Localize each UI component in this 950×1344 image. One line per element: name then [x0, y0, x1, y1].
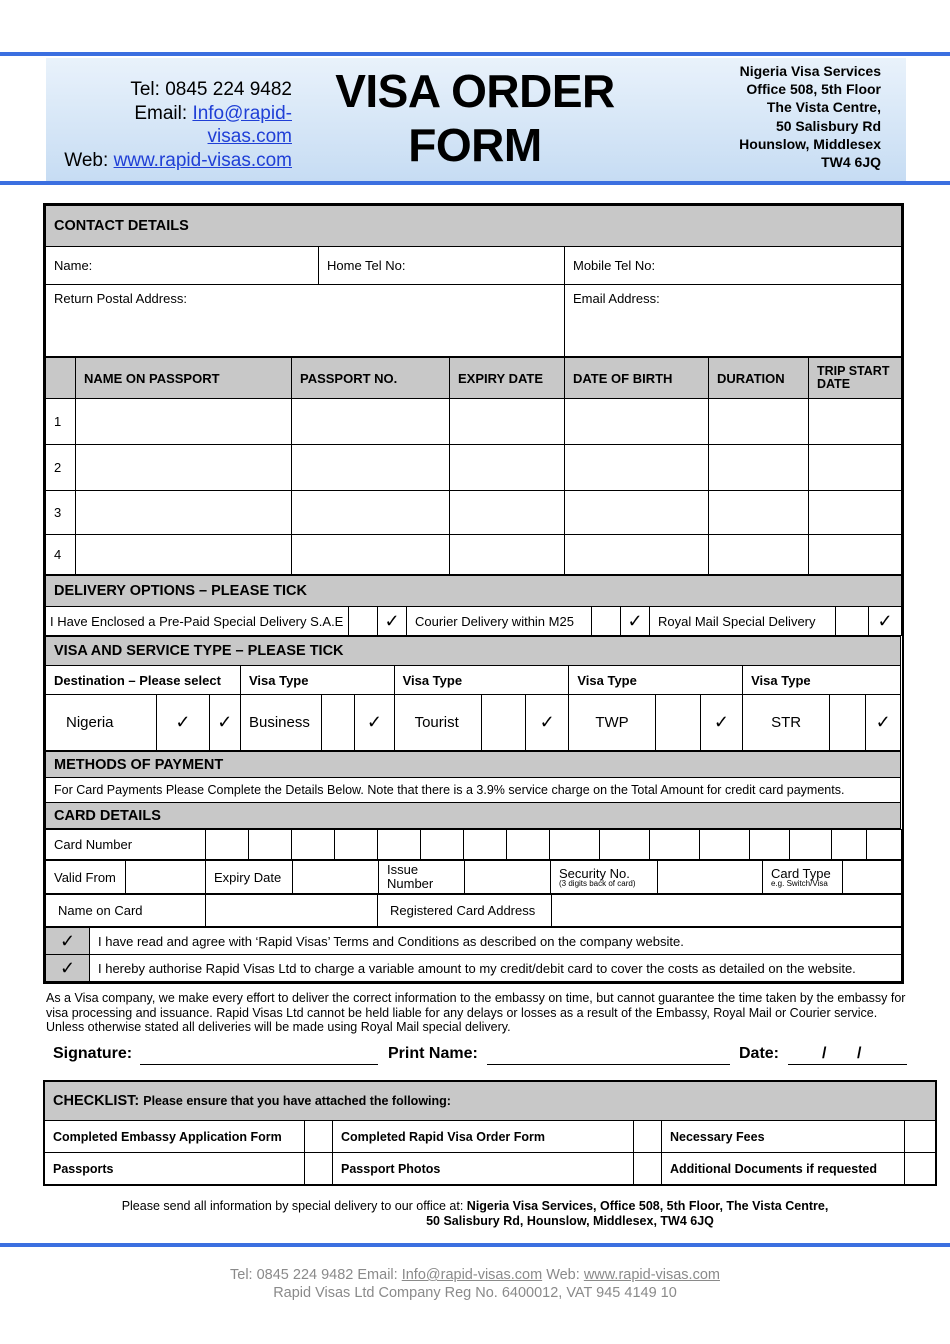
- agreement-row: [46, 928, 902, 955]
- checklist-item-label: Passport Photos: [333, 1153, 634, 1185]
- footer-rule: [0, 1243, 950, 1247]
- date-separator: /: [857, 1045, 862, 1062]
- visa-type-label: Tourist: [394, 695, 482, 751]
- name-field[interactable]: [46, 247, 319, 285]
- visa-type-checkbox[interactable]: [830, 695, 866, 751]
- issue-number-field[interactable]: [465, 861, 551, 894]
- checklist-item-label: Completed Embassy Application Form: [45, 1121, 305, 1153]
- agreement-row: [46, 955, 902, 982]
- date-label: Date:: [739, 1045, 780, 1062]
- date-separator: /: [822, 1045, 827, 1062]
- row-number: 2: [46, 445, 76, 491]
- card-digit-box[interactable]: [421, 830, 464, 860]
- disclaimer: As a Visa company, we make every effort to deliver the correct information to the embassy on time, but cannot guarantee the time taken by the embassy for visa processing and issuance. Rapid Visas Ltd cannot be held liable for any delays or losses as a result of the Embassy, Royal Mail or Courier service. Unless otherwise stated all deliveries will be made using Royal Mail special delivery.: [46, 991, 906, 1035]
- print-name-label: Print Name:: [388, 1045, 478, 1062]
- passport-header: DATE OF BIRTH: [565, 358, 709, 399]
- passport-header: PASSPORT NO.: [292, 358, 450, 399]
- page-title: [330, 64, 620, 172]
- table-cell[interactable]: [76, 535, 292, 575]
- card-digit-box[interactable]: [464, 830, 507, 860]
- header-tel: Tel: 0845 224 9482: [130, 79, 292, 100]
- table-cell[interactable]: [76, 399, 292, 445]
- destination-value: Nigeria: [46, 695, 157, 751]
- payment-note: For Card Payments Please Complete the Details Below. Note that there is a 3.9% service charge on the Total Amount for credit card payments.: [46, 778, 901, 803]
- passport-header: DURATION: [709, 358, 809, 399]
- card-digit-box[interactable]: [550, 830, 600, 860]
- check-icon[interactable]: ✓: [525, 695, 568, 751]
- visa-type-header: Visa Type: [240, 666, 394, 695]
- title-line-2: FORM: [408, 119, 542, 171]
- table-cell[interactable]: [292, 491, 450, 535]
- delivery-option-label: Courier Delivery within M25: [407, 607, 592, 636]
- table-row: [46, 491, 902, 535]
- checklist-item-label: Passports: [45, 1153, 305, 1185]
- postal-address-field[interactable]: [46, 285, 565, 357]
- check-icon[interactable]: ✓: [209, 695, 240, 751]
- table-cell[interactable]: [565, 445, 709, 491]
- office-line: Nigeria Visa Services: [739, 63, 881, 79]
- header-web-link[interactable]: www.rapid-visas.com: [113, 149, 292, 171]
- card-digit-box[interactable]: [832, 830, 867, 860]
- office-line: Hounslow, Middlesex: [739, 135, 881, 152]
- passport-header: EXPIRY DATE: [450, 358, 565, 399]
- email-address-field[interactable]: [565, 285, 902, 357]
- check-icon[interactable]: ✓: [866, 695, 901, 751]
- payment-table: [45, 751, 901, 829]
- name-label: Name:: [54, 258, 93, 273]
- agreements-table: [45, 927, 902, 982]
- card-type-field[interactable]: [843, 861, 902, 894]
- table-cell[interactable]: [709, 399, 809, 445]
- checklist-subtitle: Please ensure that you have attached the following:: [143, 1094, 451, 1108]
- delivery-option-checkbox[interactable]: [592, 607, 621, 636]
- expiry-date-field[interactable]: [293, 861, 379, 894]
- visa-type-checkbox[interactable]: [656, 695, 700, 751]
- checklist-checkbox[interactable]: [905, 1121, 936, 1153]
- agreement-text: I have read and agree with ‘Rapid Visas’ Terms and Conditions as described on the company website.: [90, 928, 902, 955]
- table-cell[interactable]: [76, 445, 292, 491]
- mobile-tel-label: Mobile Tel No:: [573, 258, 656, 273]
- card-name-table: [45, 894, 902, 927]
- card-digit-box[interactable]: [378, 830, 421, 860]
- postal-address-label: Return Postal Address:: [54, 291, 187, 306]
- row-number: 1: [46, 399, 76, 445]
- delivery-option-checkbox[interactable]: [349, 607, 378, 636]
- checklist-item-label: Additional Documents if requested: [662, 1153, 905, 1185]
- issue-number-label: Issue Number: [379, 861, 465, 894]
- table-cell[interactable]: [450, 491, 565, 535]
- table-cell[interactable]: [565, 535, 709, 575]
- contact-table: [45, 205, 902, 357]
- checklist-title: CHECKLIST:: [53, 1093, 140, 1109]
- header-contact: [60, 78, 292, 172]
- print-name-field[interactable]: [487, 1064, 730, 1065]
- table-cell[interactable]: [809, 445, 902, 491]
- table-cell[interactable]: [292, 399, 450, 445]
- check-icon[interactable]: ✓: [700, 695, 742, 751]
- delivery-section-title: DELIVERY OPTIONS – PLEASE TICK: [46, 576, 902, 607]
- visa-type-header: Visa Type: [743, 666, 901, 695]
- send-info-address-2: 50 Salisbury Rd, Hounslow, Middlesex, TW4 6JQ: [426, 1214, 714, 1228]
- card-details-table: [45, 860, 902, 894]
- title-line-1: VISA ORDER: [335, 65, 615, 117]
- footer-tel: Tel: 0845 224 9482: [230, 1267, 354, 1283]
- card-digit-box[interactable]: [249, 830, 292, 860]
- visa-type-checkbox[interactable]: [482, 695, 525, 751]
- home-tel-field[interactable]: [319, 247, 565, 285]
- header-email-label: Email:: [134, 102, 188, 124]
- main-form: [43, 203, 904, 984]
- check-icon[interactable]: ✓: [355, 695, 394, 751]
- table-cell[interactable]: [809, 535, 902, 575]
- visa-type-label: TWP: [569, 695, 656, 751]
- office-line: Office 508, 5th Floor: [746, 81, 881, 98]
- mobile-tel-field[interactable]: [565, 247, 902, 285]
- registered-address-field[interactable]: [552, 895, 902, 927]
- agreement-text: I hereby authorise Rapid Visas Ltd to charge a variable amount to my credit/debit card to cover the costs as detailed on the website.: [90, 955, 902, 982]
- header-web-label: Web:: [64, 149, 109, 171]
- visa-type-label: Business: [240, 695, 321, 751]
- delivery-table: [45, 575, 902, 636]
- header-top-rule: [0, 52, 950, 56]
- check-icon[interactable]: ✓: [157, 695, 210, 751]
- table-cell[interactable]: [450, 399, 565, 445]
- name-on-card-label: Name on Card: [46, 895, 206, 927]
- registered-address-label: Registered Card Address: [378, 895, 552, 927]
- checklist: [43, 1080, 937, 1186]
- table-cell[interactable]: [76, 491, 292, 535]
- send-info: [60, 1199, 890, 1229]
- card-digit-box[interactable]: [750, 830, 790, 860]
- card-digit-box[interactable]: [206, 830, 249, 860]
- office-line: TW4 6JQ: [821, 154, 881, 171]
- card-digit-box[interactable]: [292, 830, 335, 860]
- footer: [0, 1266, 950, 1302]
- passport-header: TRIP START DATE: [809, 358, 902, 399]
- header-email-link[interactable]: Info@rapid-visas.com: [192, 102, 292, 147]
- home-tel-label: Home Tel No:: [327, 258, 406, 273]
- table-cell[interactable]: [292, 535, 450, 575]
- card-digit-box[interactable]: [790, 830, 832, 860]
- send-info-address-1: Nigeria Visa Services, Office 508, 5th Floor, The Vista Centre,: [466, 1199, 829, 1213]
- delivery-option-label: I Have Enclosed a Pre-Paid Special Delivery S.A.E: [46, 607, 349, 636]
- delivery-option-label: Royal Mail Special Delivery: [650, 607, 836, 636]
- passport-header-blank: [46, 358, 76, 399]
- card-number-label: Card Number: [46, 830, 206, 860]
- check-icon[interactable]: ✓: [869, 607, 902, 636]
- card-digit-box[interactable]: [700, 830, 750, 860]
- table-row: [46, 445, 902, 491]
- security-no-field[interactable]: [658, 861, 763, 894]
- card-section-title: CARD DETAILS: [46, 803, 901, 829]
- table-cell[interactable]: [709, 491, 809, 535]
- signature-label: Signature:: [53, 1045, 133, 1062]
- table-cell[interactable]: [709, 535, 809, 575]
- checklist-table: [44, 1081, 936, 1185]
- checklist-checkbox[interactable]: [634, 1153, 662, 1185]
- footer-company: Rapid Visas Ltd Company Reg No. 6400012, VAT 945 4149 10: [273, 1285, 677, 1301]
- delivery-option-checkbox[interactable]: [836, 607, 869, 636]
- row-number: 3: [46, 491, 76, 535]
- table-cell[interactable]: [709, 445, 809, 491]
- table-cell[interactable]: [450, 445, 565, 491]
- table-row: [46, 535, 902, 575]
- table-cell[interactable]: [809, 399, 902, 445]
- visa-table: [45, 636, 901, 751]
- visa-type-header: Visa Type: [394, 666, 569, 695]
- email-address-label: Email Address:: [573, 291, 660, 306]
- checklist-checkbox[interactable]: [905, 1153, 936, 1185]
- security-no-label: Security No.: [559, 865, 630, 881]
- visa-type-checkbox[interactable]: [321, 695, 354, 751]
- expiry-date-label: Expiry Date: [206, 861, 293, 894]
- check-icon[interactable]: ✓: [621, 607, 650, 636]
- name-on-card-field[interactable]: [206, 895, 378, 927]
- checklist-item-label: Necessary Fees: [662, 1121, 905, 1153]
- checklist-checkbox[interactable]: [634, 1121, 662, 1153]
- office-line: The Vista Centre,: [766, 99, 881, 116]
- header-bottom-rule: [0, 181, 950, 185]
- card-digit-box[interactable]: [335, 830, 378, 860]
- passport-header: NAME ON PASSPORT: [76, 358, 292, 399]
- card-type-label: Card Type: [771, 865, 831, 881]
- check-icon[interactable]: ✓: [378, 607, 407, 636]
- row-number: 4: [46, 535, 76, 575]
- visa-type-label: STR: [743, 695, 830, 751]
- table-cell[interactable]: [450, 535, 565, 575]
- card-type-hint: e.g. Switch/Visa: [771, 878, 828, 888]
- payment-section-title: METHODS OF PAYMENT: [46, 752, 901, 778]
- valid-from-label: Valid From: [46, 861, 126, 894]
- checklist-item-label: Completed Rapid Visa Order Form: [333, 1121, 634, 1153]
- footer-email-link[interactable]: Info@rapid-visas.com: [401, 1267, 543, 1283]
- footer-web-link[interactable]: www.rapid-visas.com: [583, 1267, 720, 1283]
- date-field[interactable]: [788, 1064, 907, 1065]
- card-digit-box[interactable]: [507, 830, 550, 860]
- check-icon[interactable]: ✓: [46, 955, 90, 982]
- footer-web-label: Web:: [546, 1267, 580, 1283]
- send-info-prefix: Please send all information by special delivery to our office at:: [121, 1199, 464, 1213]
- checklist-checkbox[interactable]: [305, 1153, 333, 1185]
- card-number-table: [45, 829, 902, 860]
- card-digit-box[interactable]: [650, 830, 700, 860]
- table-row: [46, 399, 902, 445]
- contact-section-title: CONTACT DETAILS: [46, 206, 902, 247]
- visa-section-title: VISA AND SERVICE TYPE – PLEASE TICK: [46, 637, 901, 666]
- table-cell[interactable]: [809, 491, 902, 535]
- table-cell[interactable]: [565, 399, 709, 445]
- footer-email-label: Email:: [357, 1267, 398, 1283]
- table-cell[interactable]: [292, 445, 450, 491]
- checklist-checkbox[interactable]: [305, 1121, 333, 1153]
- check-icon[interactable]: ✓: [46, 928, 90, 955]
- destination-header: Destination – Please select: [46, 666, 241, 695]
- signature-field[interactable]: [140, 1064, 378, 1065]
- card-digit-box[interactable]: [867, 830, 902, 860]
- security-no-hint: (3 digits back of card): [559, 878, 636, 888]
- table-cell[interactable]: [565, 491, 709, 535]
- office-line: 50 Salisbury Rd: [775, 117, 881, 134]
- visa-type-header: Visa Type: [569, 666, 743, 695]
- office-address: [700, 62, 881, 171]
- passport-table: [45, 357, 902, 575]
- card-digit-box[interactable]: [600, 830, 650, 860]
- valid-from-field[interactable]: [126, 861, 206, 894]
